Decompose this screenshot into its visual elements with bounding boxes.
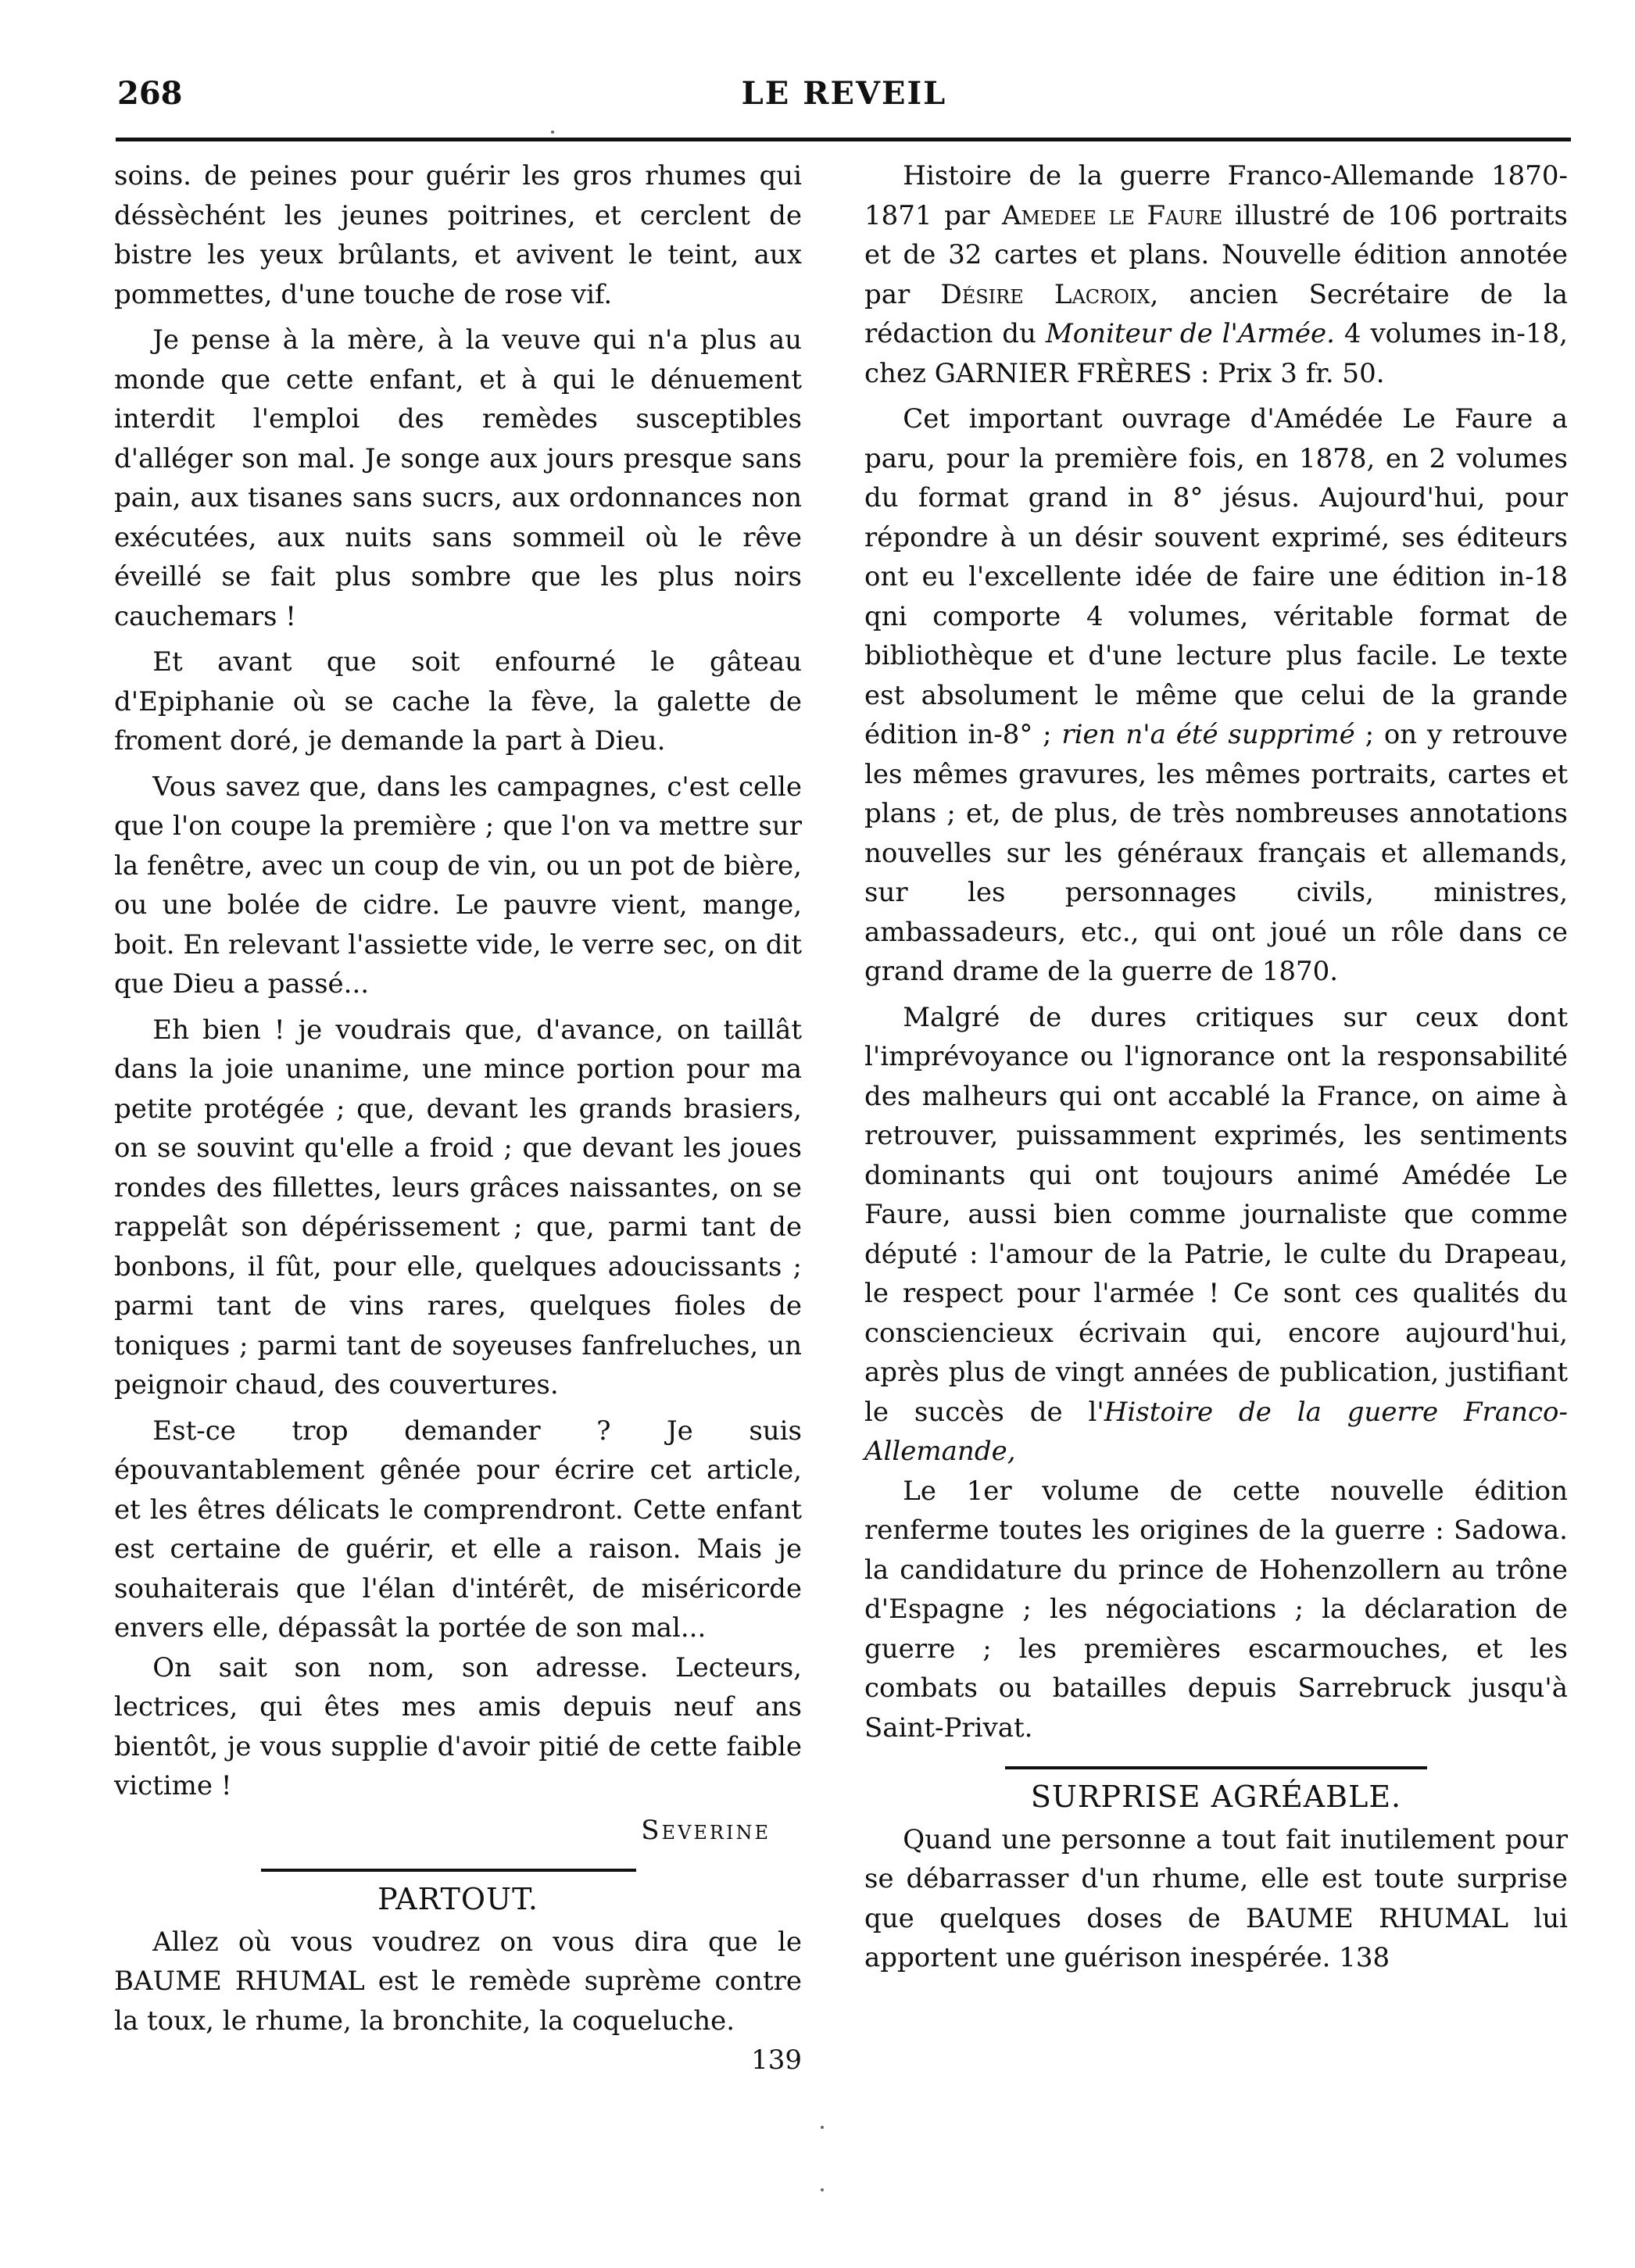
left-column	[114, 156, 802, 2080]
section-title-surprise: SURPRISE AGRÉABLE.	[1030, 1780, 1402, 1814]
print-speck	[821, 2188, 824, 2191]
journal-title: Moniteur de l'Armée.	[1045, 318, 1335, 349]
advert-text	[864, 1820, 1568, 1978]
italic-phrase: rien n'a été supprimé	[1061, 719, 1355, 750]
right-column	[864, 156, 1568, 1978]
print-speck	[551, 131, 554, 134]
advert-body: Quand une personne a tout fait inutilement pour se débarrasser d'un rhume, elle est toute surprise que quelques doses de BAUME RHUMAL lui apportent une guérison inespérée.	[864, 1823, 1568, 1973]
paragraph: Vous savez que, dans les campagnes, c'est celle que l'on coupe la première ; que l'on va mettre sur la fenêtre, avec un coup de vin, ou un pot de bière, ou une bolée de cidre. Le pauvre vient, mange, boit. En relevant l'assiette vide, le verre sec, on dit que Dieu a passé...	[114, 771, 802, 1000]
signature: Severine	[641, 1814, 771, 1846]
author-name: Amedee le Faure	[1001, 199, 1223, 231]
paragraph: Malgré de dures critiques sur ceux dont l'imprévoyance ou l'ignorance ont la responsabilité des malheurs qui ont accablé la France, on aime à retrouver, puissamment exprimés, les sentiments dominants qui ont toujours animé Amédée Le Faure, aussi bien comme journaliste que comme député : l'amour de la Patrie, le culte du Drapeau, le respect pour l'armée ! Ce sont ces qualités du consciencieux écrivain qui, encore aujourd'hui, après plus de vingt années de publication, justifiant le succès de l'Histoire de la guerre Franco-Allemande,	[864, 1001, 1568, 1467]
advert-ref-number: 139	[751, 2044, 802, 2076]
page-number: 268	[117, 75, 183, 112]
advert-body: Allez où vous voudrez on vous dira que le BAUME RHUMAL est le remède suprème contre la toux, le rhume, la bronchite, la coqueluche.	[114, 1926, 802, 2037]
running-title: LE REVEIL	[741, 75, 947, 112]
section-title-partout: PARTOUT.	[377, 1882, 538, 1916]
annotator-name: Désire Lacroix	[940, 278, 1150, 310]
advert-text	[114, 1923, 802, 2076]
paragraph: Je pense à la mère, à la veuve qui n'a plus au monde que cette enfant, et à qui le dénuement interdit l'emploi des remèdes susceptibles d'alléger son mal. Je songe aux jours presque sans pain, aux tisanes sans sucrs, aux ordonnances non exécutées, aux nuits sans sommeil où le rêve éveillé se fait plus sombre que les plus noirs cauchemars !	[114, 324, 802, 632]
paragraph: Est-ce trop demander ? Je suis épouvantablement gênée pour écrire cet article, et les êtres délicats le comprendront. Cette enfant est certaine de guérir, et elle a raison. Mais je souhaiterais que l'élan d'intérêt, de miséricorde envers elle, dépassât la portée de son mal...	[114, 1415, 802, 1644]
advert-ref-number: 138	[1339, 1942, 1390, 1973]
print-speck	[821, 2126, 824, 2129]
paragraph: Le 1er volume de cette nouvelle édition renferme toutes les origines de la guerre : Sadowa. la candidature du prince de Hohenzollern au trône d'Espagne ; les négociations ; la déclaration de guerre ; les premières escarmouches, et les combats ou batailles depuis Sarrebruck jusqu'à Saint-Privat.	[864, 1475, 1568, 1744]
section-rule	[261, 1869, 636, 1872]
paragraph: Cet important ouvrage d'Amédée Le Faure a paru, pour la première fois, en 1878, en 2 volumes du format grand in 8° jésus. Aujourd'hui, pour répondre à un désir souvent exprimé, ses éditeurs ont eu l'excellente idée de faire une édition in-18 qni comporte 4 volumes, véritable format de bibliothèque et d'une lecture plus facile. Le texte est absolument le même que celui de la grande édition in-8° ; rien n'a été supprimé ; on y retrouve les mêmes gravures, les mêmes portraits, cartes et plans ; et, de plus, de très nombreuses annotations nouvelles sur les généraux français et allemands, sur les personnages civils, ministres, ambassadeurs, etc., qui ont joué un rôle dans ce grand drame de la guerre de 1870.	[864, 403, 1568, 987]
header-rule	[116, 138, 1571, 141]
paragraph: soins. de peines pour guérir les gros rhumes qui déssèchént les jeunes poitrines, et cerclent de bistre les yeux brûlants, et avivent le teint, aux pommettes, d'une touche de rose vif.	[114, 160, 802, 310]
paragraph: On sait son nom, son adresse. Lecteurs, lectrices, qui êtes mes amis depuis neuf ans bientôt, je vous supplie d'avoir pitié de cette faible victime !	[114, 1651, 802, 1801]
section-rule	[1005, 1766, 1427, 1769]
italic-book-title: Histoire de la guerre Franco-Allemande,	[864, 1396, 1568, 1467]
page-header	[117, 75, 1571, 122]
paragraph: Et avant que soit enfourné le gâteau d'Epiphanie où se cache la fève, la galette de froment doré, je demande la part à Dieu.	[114, 646, 802, 757]
paragraph: Eh bien ! je voudrais que, d'avance, on taillât dans la joie unanime, une mince portion pour ma petite protégée ; que, devant les grands brasiers, on se souvint qu'elle a froid ; que devant les joues rondes des fillettes, leurs grâces naissantes, on se rappelât son dépérissement ; que, parmi tant de bonbons, il fût, pour elle, quelques adoucissants ; parmi tant de vins rares, quelques fioles de toniques ; parmi tant de soyeuses fanfreluches, un peignoir chaud, des couvertures.	[114, 1014, 802, 1401]
book-notice: Histoire de la guerre Franco-Allemande 1870-1871 par Amedee le Faure illustré de 106 portraits et de 32 cartes et plans. Nouvelle édition annotée par Désire Lacroix, ancien Secrétaire de la rédaction du Moniteur de l'Armée. 4 volumes in-18, chez GARNIER FRÈRES : Prix 3 fr. 50.	[864, 160, 1568, 389]
